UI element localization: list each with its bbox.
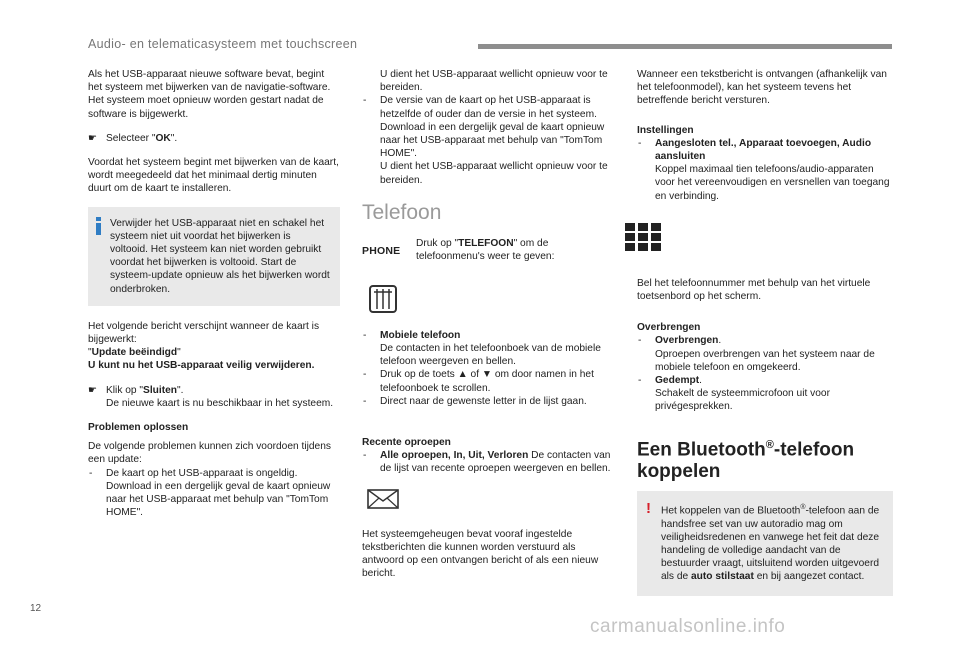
update-message: Het volgende bericht verschijnt wanneer de kaart is bijgewerkt: "Update beëindigd" U kunt nu het USB-apparaat veilig verwijderen. [88, 320, 320, 372]
paragraph: Het systeemgeheugen bevat vooraf ingestelde tekstberichten die kunnen worden verstuurd als antwoord op een ontvangen bericht of als een nieuw bericht. [362, 528, 599, 580]
list-item-continuation: U dient het USB-apparaat wellicht opnieuw voor te bereiden. [380, 161, 608, 186]
close-label: Sluiten [143, 384, 177, 396]
phonebook-icon [366, 283, 618, 317]
warning-icon: ! [646, 499, 651, 517]
section-heading: Problemen oplossen [88, 422, 189, 434]
phone-button-label: PHONE [362, 244, 401, 257]
column-left [88, 68, 340, 519]
list-item: - De kaart op het USB-apparaat is ongeldig. Download in een dergelijk geval de kaart opnieuw naar het USB-apparaat met behulp van "TomTom HOME". [88, 467, 340, 520]
section-title-telefoon: Telefoon [362, 200, 442, 224]
info-icon [96, 217, 101, 235]
list-item-settings: - Aangesloten tel., Apparaat toevoegen, Audio aansluiten Koppel maximaal tien telefoons/audio-apparaten voor het vereenvoudigen en versnellen van toegang en verbinding. [637, 137, 893, 203]
header-bar [478, 44, 892, 49]
warning-box [637, 491, 893, 596]
list-item-scroll: - Druk op de toets ▲ of ▼ om door namen in het telefoonboek te scrollen. [362, 368, 618, 394]
section-title-bluetooth: Een Bluetooth®-telefoon koppelen [637, 438, 855, 482]
section-heading: Instellingen [637, 124, 694, 136]
list-item-recent: - Alle oproepen, In, Uit, Verloren De contacten van de lijst van recente oproepen weergeven en bellen. [362, 449, 618, 475]
section-heading: Overbrengen [637, 322, 701, 334]
instruction-close: ☛ Klik op "Sluiten". De nieuwe kaart is nu beschikbaar in het systeem. [88, 384, 334, 409]
paragraph: Als het USB-apparaat nieuwe software bevat, begint het systeem met bijwerken van de navigatie-software. Het systeem moet opnieuw worden gestart nadat de software is bijgewerkt. [88, 69, 331, 120]
column-right [637, 68, 893, 596]
section-heading: Recente oproepen [362, 437, 451, 449]
arrow-bullet-icon: ☛ [88, 132, 97, 144]
arrow-bullet-icon: ☛ [88, 384, 97, 396]
envelope-icon [366, 486, 618, 520]
paragraph: De volgende problemen kunnen zich voordoen tijdens een update: [88, 441, 331, 466]
info-box [88, 207, 340, 306]
list-item: - De versie van de kaart op het USB-apparaat is hetzelfde of ouder dan de versie in het systeem. Download in een dergelijk geval de kaart opnieuw naar het USB-apparaat met behulp van "TomTom HOME". [362, 94, 618, 160]
paragraph: Voordat het systeem begint met bijwerken van de kaart, wordt meegedeeld dat het minimaal dertig minuten duurt om de kaart te installeren. [88, 157, 339, 195]
page-number: 12 [30, 603, 42, 614]
paragraph: Wanneer een tekstbericht is ontvangen (afhankelijk van het telefoonmodel), kan het systeem tevens het betreffende bericht versturen. [637, 69, 887, 107]
list-item-contacts: - Mobiele telefoon De contacten in het telefoonboek van de mobiele telefoon weergeven en bellen. [362, 329, 618, 369]
ok-label: OK [155, 132, 171, 144]
list-item-mute: - Gedempt. Schakelt de systeemmicrofoon uit voor privégesprekken. [637, 374, 893, 414]
list-item-continuation: U dient het USB-apparaat wellicht opnieuw voor te bereiden. [380, 69, 608, 94]
watermark: carmanualsonline.info [590, 616, 786, 637]
info-text: Verwijder het USB-apparaat niet en schakel het systeem niet uit voordat het bijwerken is voltooid. Het systeem kan niet worden gebruikt voordat het bijwerken is voltooid. Start de systeem-update opnieuw als het bijwerken wordt onderbroken. [110, 217, 330, 295]
paragraph: Bel het telefoonnummer met behulp van het virtuele toetsenbord op het scherm. [637, 277, 871, 303]
column-middle [362, 68, 618, 591]
instruction-select-ok: ☛ Selecteer "OK". [88, 132, 178, 144]
list-item-transfer: - Overbrengen. Oproepen overbrengen van het systeem naar de mobiele telefoon en omgekeerd. [637, 334, 893, 374]
warning-text: Het koppelen van de Bluetooth®-telefoon aan de handsfree set van uw autoradio mag om veiligheidsredenen en vanwege het feit dat deze handeling de volledige aandacht van de bestuurder vraagt, uitsluitend worden uitgevoerd als de auto stilstaat en bij aangezet contact. [661, 503, 880, 583]
arrow-down-icon: ▼ [481, 369, 492, 381]
list-item-direct: - Direct naar de gewenste letter in de lijst gaan. [362, 395, 618, 408]
phone-instruction: PHONE Druk op "TELEFOON" om de telefoonmenu's weer te geven: [362, 237, 555, 263]
keypad-icon [623, 221, 893, 263]
page-header-title: Audio- en telematicasysteem met touchscreen [88, 37, 358, 51]
arrow-up-icon: ▲ [457, 369, 468, 381]
